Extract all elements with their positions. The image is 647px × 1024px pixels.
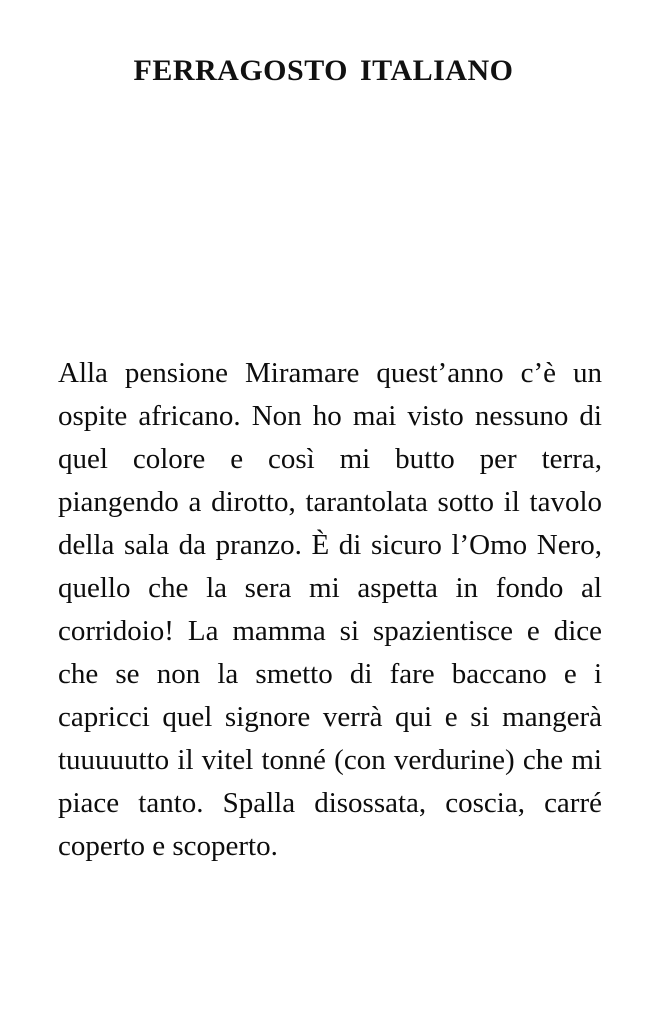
page-title: FERRAGOSTO ITALIANO [133, 54, 514, 88]
body-text-block [58, 352, 602, 868]
body-paragraph: Alla pensione Miramare quest’anno c’è un ospite africano. Non ho mai visto nessuno di quel colore e così mi butto per terra, piangendo a dirotto, tarantolata sotto il tavolo della sala da pranzo. È di sicuro l’Omo Nero, quello che la sera mi aspetta in fondo al corridoio! La mamma si spazientisce e dice che se non la smetto di fare baccano e i capricci quel signore verrà qui e si mangerà tuuuuutto il vitel tonné (con verdurine) che mi piace tanto. Spalla disossata, coscia, carré coperto e scoperto. [58, 357, 602, 862]
